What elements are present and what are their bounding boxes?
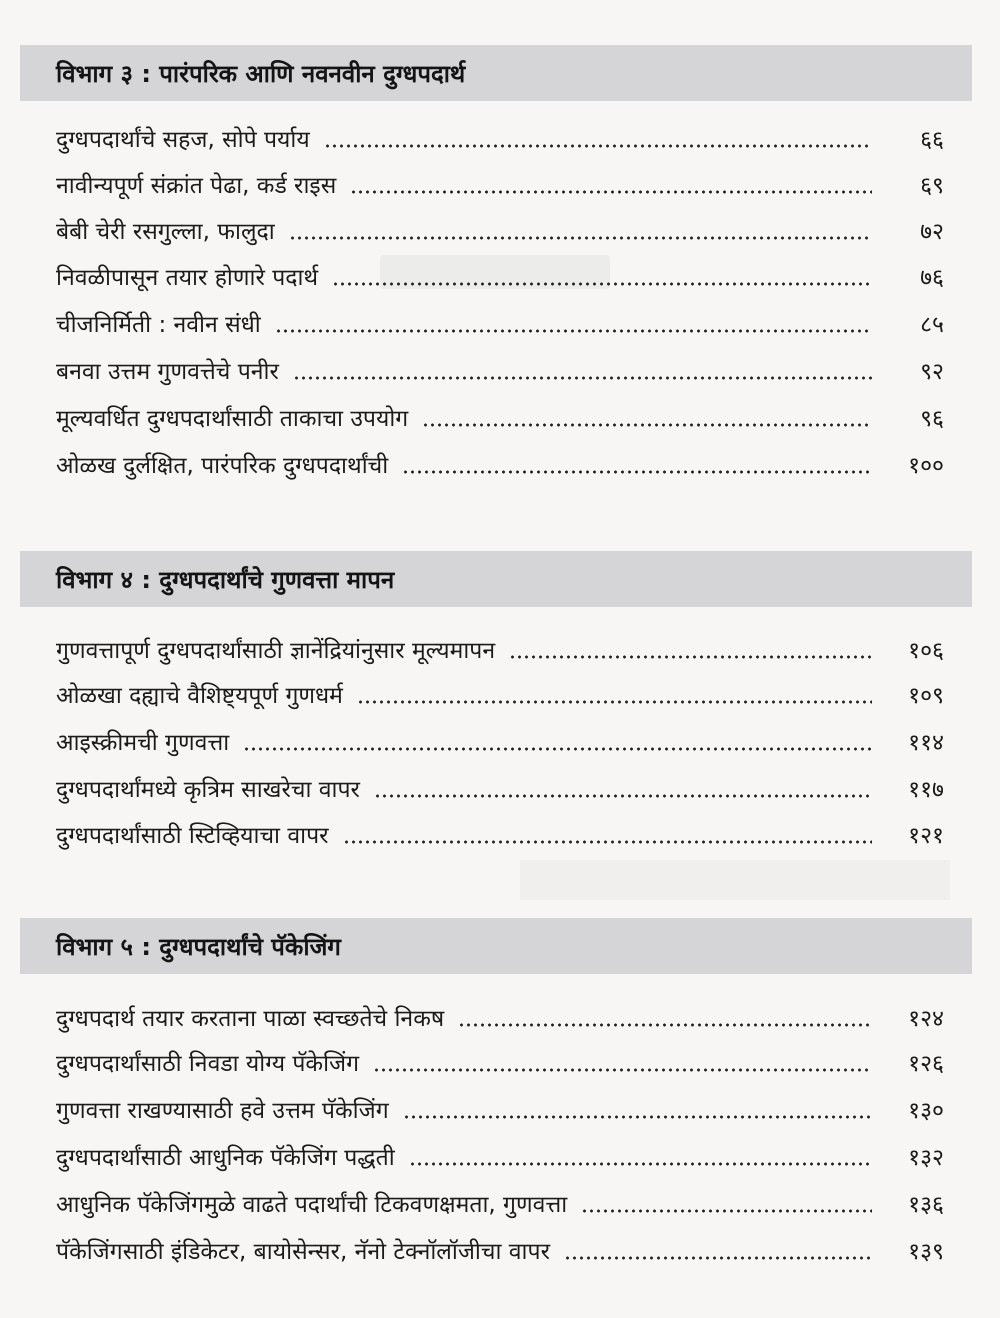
section-heading-band xyxy=(20,45,972,101)
toc-entry[interactable] xyxy=(56,444,944,484)
leader-dots xyxy=(275,329,872,333)
entry-title: दुग्धपदार्थ तयार करताना पाळा स्वच्छतेचे निकष xyxy=(56,1006,445,1032)
entry-title: गुणवत्तापूर्ण दुग्धपदार्थांसाठी ज्ञानेंद्रियांनुसार मूल्यमापन xyxy=(56,638,496,664)
leader-dots xyxy=(350,190,872,194)
entry-title: बनवा उत्तम गुणवत्तेचे पनीर xyxy=(56,359,279,385)
leader-dots xyxy=(564,1256,872,1260)
entry-title: ओळख दुर्लक्षित, पारंपरिक दुग्धपदार्थांची xyxy=(56,453,389,479)
entry-page: १३२ xyxy=(908,1145,944,1171)
entry-page: १२१ xyxy=(908,823,944,849)
show-through xyxy=(520,860,950,900)
section-heading-band xyxy=(20,551,972,607)
entry-page: १०९ xyxy=(908,683,944,709)
leader-dots xyxy=(409,1162,872,1166)
entry-page: १३० xyxy=(908,1098,944,1124)
entry-title: दुग्धपदार्थांसाठी निवडा योग्य पॅकेजिंग xyxy=(56,1051,360,1077)
leader-dots xyxy=(243,747,872,751)
leader-dots xyxy=(293,376,872,380)
entry-page: ९६ xyxy=(920,406,944,432)
entry-page: ६९ xyxy=(920,173,944,199)
entry-page: १३६ xyxy=(908,1192,944,1218)
entry-page: ११७ xyxy=(908,777,944,803)
toc-entry[interactable] xyxy=(56,674,944,714)
entry-title: चीजनिर्मिती : नवीन संधी xyxy=(56,312,261,338)
toc-entry[interactable] xyxy=(56,210,944,250)
entry-page: १२६ xyxy=(908,1051,944,1077)
toc-entry[interactable] xyxy=(56,256,944,296)
toc-entry[interactable] xyxy=(56,814,944,854)
entry-title: पॅकेजिंगसाठी इंडिकेटर, बायोसेन्सर, नॅनो टेक्नॉलॉजीचा वापर xyxy=(56,1239,550,1265)
entry-title: दुग्धपदार्थांमध्ये कृत्रिम साखरेचा वापर xyxy=(56,777,360,803)
section-heading-band xyxy=(20,918,972,974)
toc-entry[interactable] xyxy=(56,768,944,808)
entry-title: ओळखा दह्याचे वैशिष्ट्यपूर्ण गुणधर्म xyxy=(56,683,343,709)
section-heading: विभाग ३ : पारंपरिक आणि नवनवीन दुग्धपदार्थ xyxy=(56,59,466,88)
entry-title: आइस्क्रीमची गुणवत्ता xyxy=(56,730,230,756)
entry-page: ११४ xyxy=(908,730,944,756)
entry-page: १०० xyxy=(908,453,944,479)
entry-page: १३९ xyxy=(908,1239,944,1265)
toc-entry[interactable] xyxy=(56,1042,944,1082)
toc-entry[interactable] xyxy=(56,164,944,204)
leader-dots xyxy=(289,236,872,240)
leader-dots xyxy=(343,840,872,844)
leader-dots xyxy=(332,282,872,286)
toc-entry[interactable] xyxy=(56,997,944,1037)
section-heading: विभाग ५ : दुग्धपदार्थांचे पॅकेजिंग xyxy=(56,932,341,961)
leader-dots xyxy=(581,1209,872,1213)
entry-page: ७६ xyxy=(920,265,944,291)
section-heading: विभाग ४ : दुग्धपदार्थांचे गुणवत्ता मापन xyxy=(56,565,395,594)
entry-page: ७२ xyxy=(920,219,944,245)
entry-title: बेबी चेरी रसगुल्ला, फालुदा xyxy=(56,219,275,245)
leader-dots xyxy=(373,1068,872,1072)
toc-entry[interactable] xyxy=(56,397,944,437)
toc-entry[interactable] xyxy=(56,721,944,761)
entry-title: निवळीपासून तयार होणारे पदार्थ xyxy=(56,265,319,291)
toc-entry[interactable] xyxy=(56,1183,944,1223)
leader-dots xyxy=(458,1023,872,1027)
entry-page: ८५ xyxy=(920,312,944,338)
entry-title: गुणवत्ता राखण्यासाठी हवे उत्तम पॅकेजिंग xyxy=(56,1098,389,1124)
toc-entry[interactable] xyxy=(56,629,944,669)
entry-page: १२४ xyxy=(908,1006,944,1032)
entry-title: दुग्धपदार्थांसाठी आधुनिक पॅकेजिंग पद्धती xyxy=(56,1145,395,1171)
toc-entry[interactable] xyxy=(56,1136,944,1176)
toc-entry[interactable] xyxy=(56,118,944,158)
toc-entry[interactable] xyxy=(56,1230,944,1270)
leader-dots xyxy=(357,700,872,704)
entry-title: मूल्यवर्धित दुग्धपदार्थांसाठी ताकाचा उपयोग xyxy=(56,406,409,432)
leader-dots xyxy=(509,655,872,659)
entry-page: ६६ xyxy=(920,127,944,153)
entry-title: आधुनिक पॅकेजिंगमुळे वाढते पदार्थांची टिकवणक्षमता, गुणवत्ता xyxy=(56,1192,568,1218)
entry-page: १०६ xyxy=(908,638,944,664)
leader-dots xyxy=(324,144,872,148)
toc-entry[interactable] xyxy=(56,350,944,390)
toc-entry[interactable] xyxy=(56,303,944,343)
leader-dots xyxy=(422,423,872,427)
leader-dots xyxy=(374,794,872,798)
entry-title: दुग्धपदार्थांचे सहज, सोपे पर्याय xyxy=(56,127,310,153)
leader-dots xyxy=(402,470,872,474)
leader-dots xyxy=(403,1115,872,1119)
entry-title: नावीन्यपूर्ण संक्रांत पेढा, कर्ड राइस xyxy=(56,173,337,199)
toc-entry[interactable] xyxy=(56,1089,944,1129)
entry-title: दुग्धपदार्थांसाठी स्टिव्हियाचा वापर xyxy=(56,823,329,849)
entry-page: ९२ xyxy=(920,359,944,385)
